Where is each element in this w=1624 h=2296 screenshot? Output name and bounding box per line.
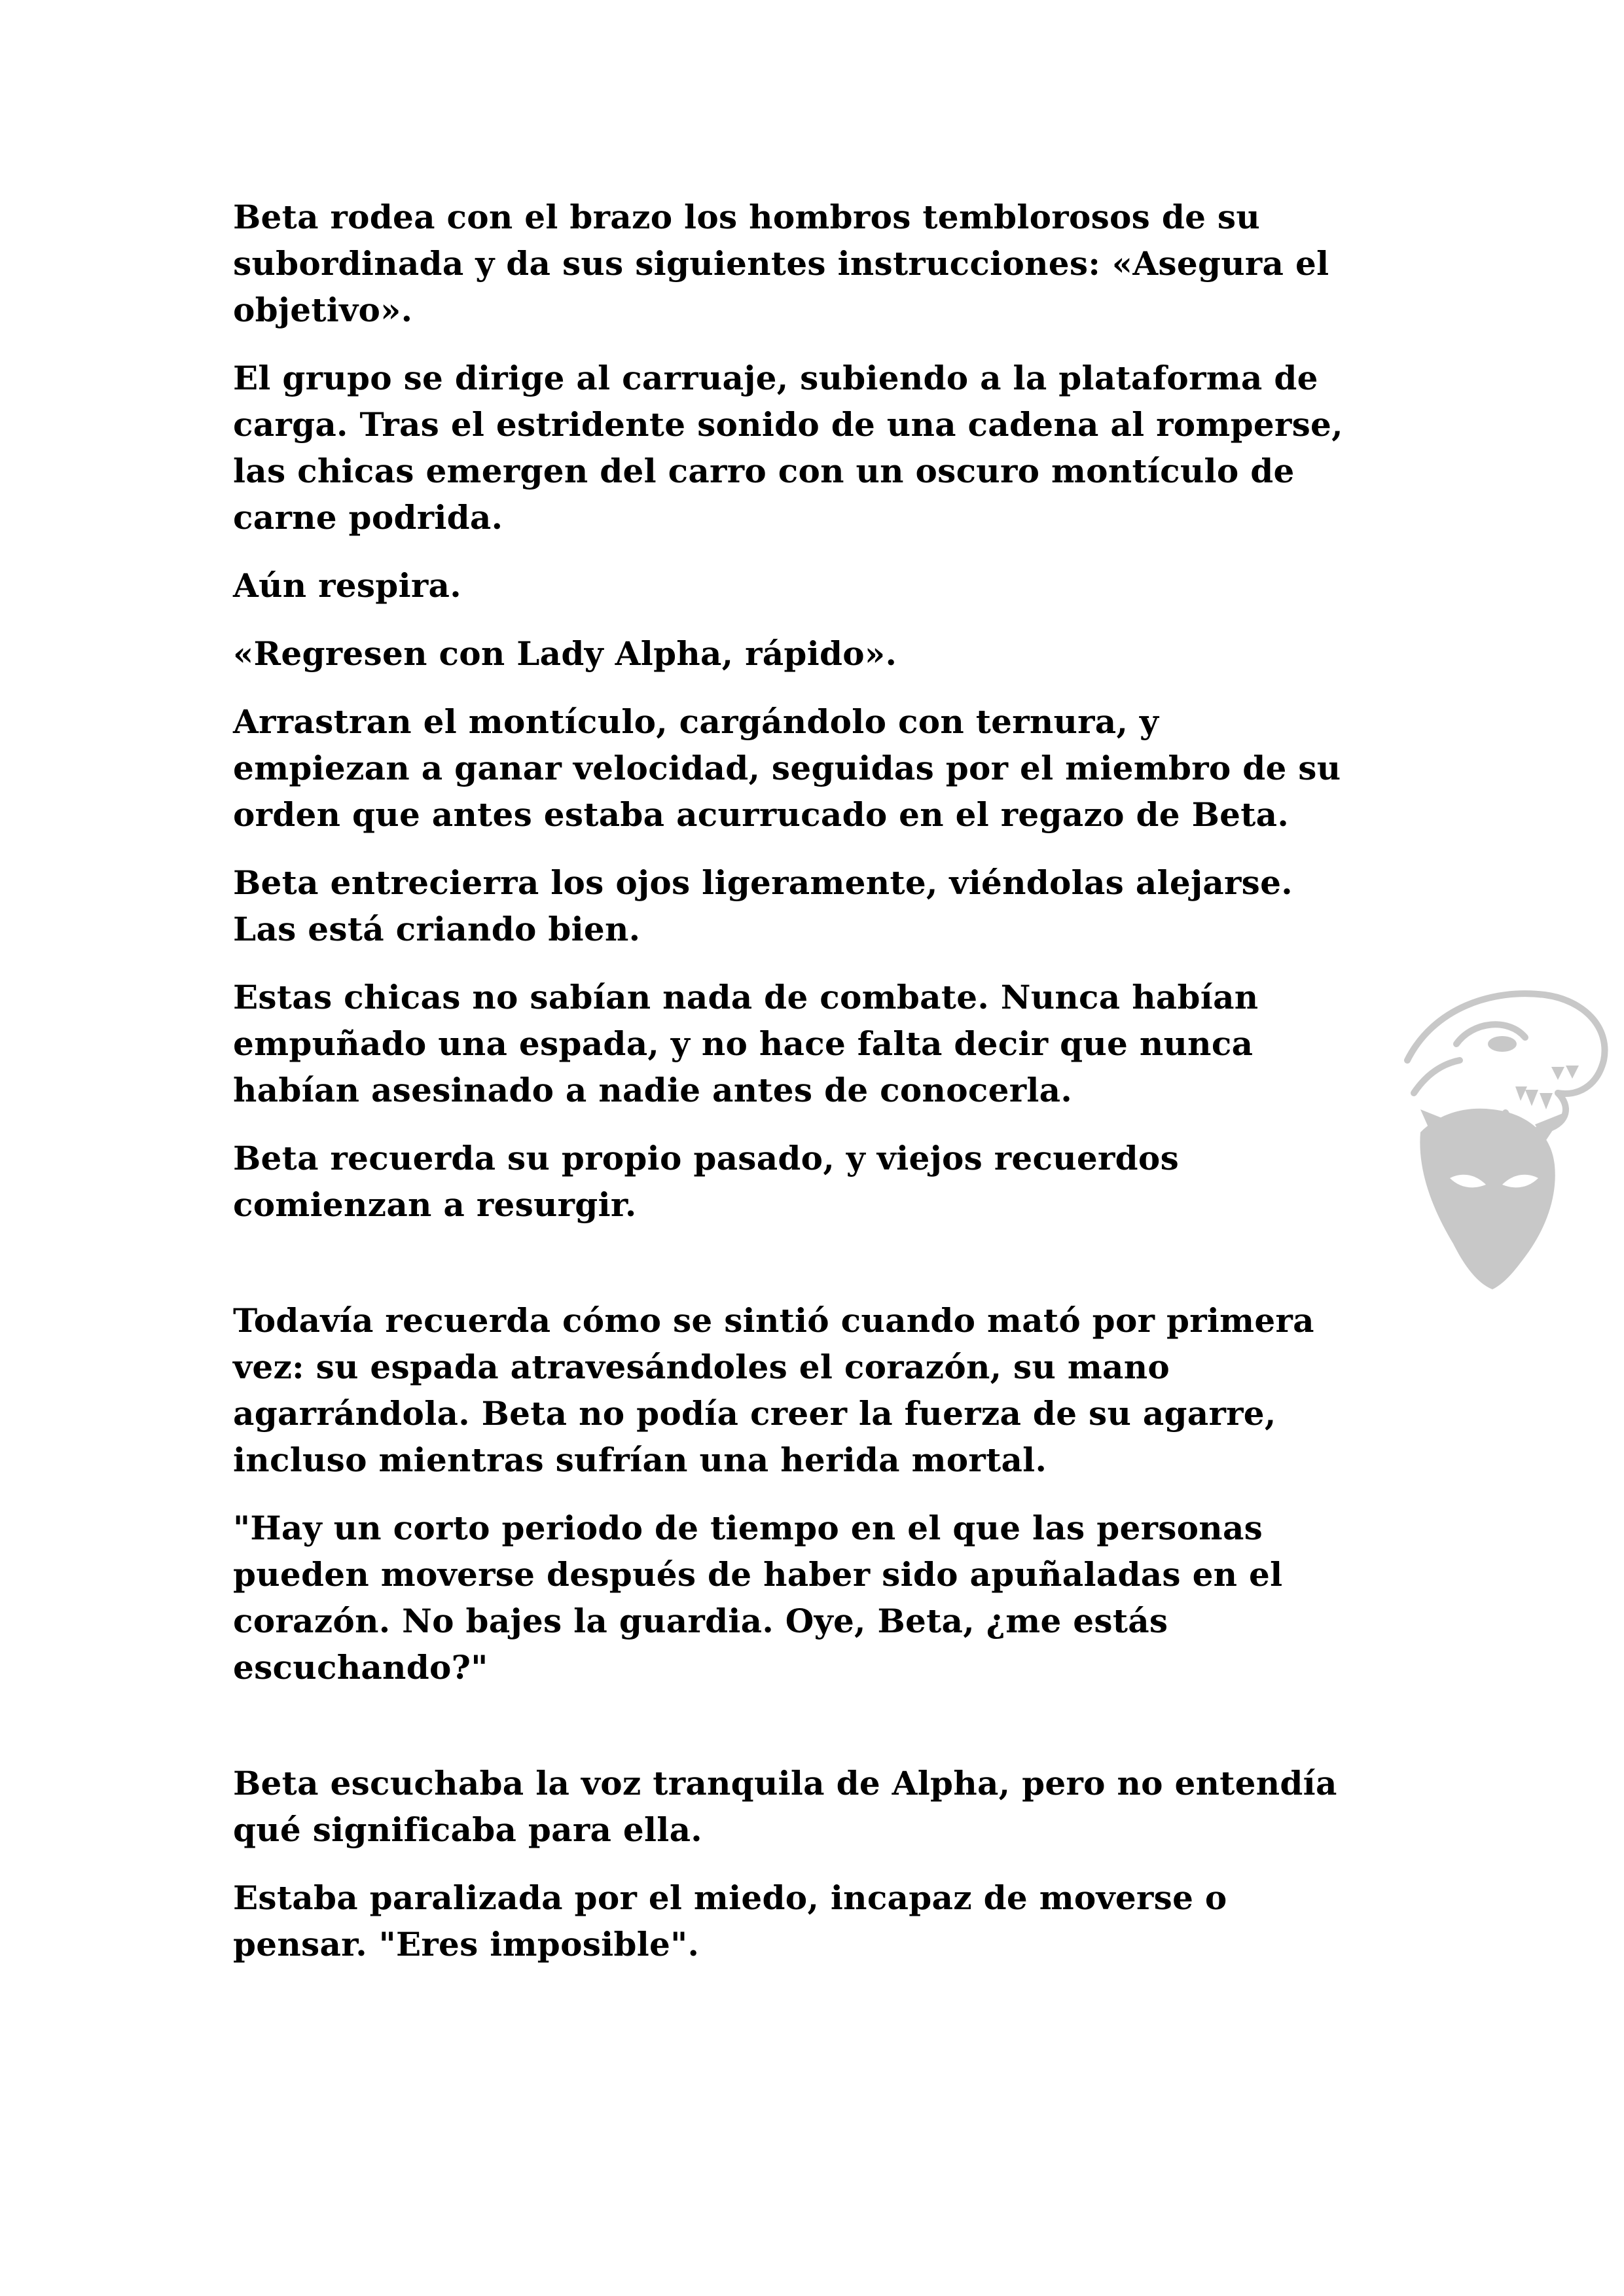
- paragraph-2: El grupo se dirige al carruaje, subiendo a la plataforma de carga. Tras el estridente sonido de una cadena al romperse, las chicas emergen del carro con un oscuro montículo de carne podrida.: [233, 359, 1343, 537]
- paragraph-5: Arrastran el montículo, cargándolo con ternura, y empiezan a ganar velocidad, seguidas por el miembro de su orden que antes estaba acurrucado en el regazo de Beta.: [233, 702, 1341, 834]
- paragraph-12: Estaba paralizada por el miedo, incapaz de moverse o pensar. "Eres imposible".: [233, 1878, 1227, 1964]
- paragraph-11: Beta escuchaba la voz tranquila de Alpha, pero no entendía qué significaba para ella.: [233, 1764, 1337, 1849]
- paragraph-3: Aún respira.: [233, 566, 461, 605]
- paragraph-8: Beta recuerda su propio pasado, y viejos recuerdos comienzan a resurgir.: [233, 1139, 1180, 1224]
- paragraph-6: Beta entrecierra los ojos ligeramente, viéndolas alejarse. Las está criando bien.: [233, 863, 1293, 948]
- body-text: [233, 194, 1411, 1989]
- paragraph-4: «Regresen con Lady Alpha, rápido».: [233, 634, 897, 673]
- paragraph-9: Todavía recuerda cómo se sintió cuando mató por primera vez: su espada atravesándoles el corazón, su mano agarrándola. Beta no podía creer la fuerza de su agarre, incluso mientras sufrían una herida mortal.: [233, 1301, 1314, 1479]
- paragraph-1: Beta rodea con el brazo los hombros temblorosos de su subordinada y da sus siguientes instrucciones: «Asegura el objetivo».: [233, 198, 1329, 329]
- paragraph-10: "Hay un corto periodo de tiempo en el que las personas pueden moverse después de haber sido apuñaladas en el corazón. No bajes la guardia. Oye, Beta, ¿me estás escuchando?": [233, 1509, 1283, 1687]
- paragraph-7: Estas chicas no sabían nada de combate. Nunca habían empuñado una espada, y no hace falta decir que nunca habían asesinado a nadie antes de conocerla.: [233, 978, 1259, 1109]
- dinosaur-watermark-icon: [1394, 982, 1617, 1296]
